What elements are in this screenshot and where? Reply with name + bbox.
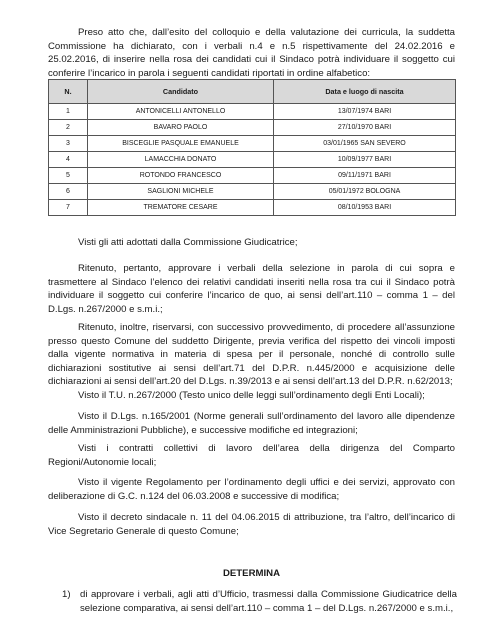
- paragraph-ritenuto-pertanto: Ritenuto, pertanto, approvare i verbali della selezione in parola di cui sopra e trasmettere al Sindaco l’elenco dei relativi candidati inseriti nella rosa tra cui il Sindaco potrà individuare il soggetto cui conferire l’incarico de quo, ai sensi dell’art.110 – comma 1 – del D.Lgs. n.267/2000 e s.m.i.;: [48, 263, 455, 315]
- row-number: 7: [49, 200, 88, 216]
- intro-paragraph: Preso atto che, dall’esito del colloquio e della valutazione dei curricula, la suddetta Commissione ha dichiarato, con i verbali n.4 e n.5 rispettivamente del 24.02.2016 e 25.02.2016, di inserire nella rosa dei candidati cui il Sindaco potrà individuare il soggetto cui conferire l’incarico in parola i seguenti candidati riportati in ordine alfabetico:: [48, 27, 455, 79]
- row-birth: 27/10/1970 BARI: [274, 120, 456, 136]
- row-birth: 08/10/1953 BARI: [274, 200, 456, 216]
- paragraph-visti-atti: Visti gli atti adottati dalla Commissione Giudicatrice;: [78, 237, 298, 248]
- paragraph-visto-decreto: Visto il decreto sindacale n. 11 del 04.06.2015 di attribuzione, tra l’altro, dell’incarico di Vice Segretario Generale di questo Comune;: [48, 512, 455, 537]
- paragraph-visto-dlgs: Visto il D.Lgs. n.165/2001 (Norme generali sull’ordinamento del lavoro alle dipendenze delle Amministrazioni Pubbliche), e successive modifiche ed integrazioni;: [48, 411, 455, 436]
- item-text: di approvare i verbali, agli atti d’Ufficio, trasmessi dalla Commissione Giudicatrice della selezione comparativa, ai sensi dell’art.110 – comma 1 – del D.Lgs. n.267/2000 e s.m.i.,: [80, 589, 457, 614]
- table-row: [49, 200, 456, 216]
- row-number: 4: [49, 152, 88, 168]
- row-birth: 13/07/1974 BARI: [274, 104, 456, 120]
- row-number: 6: [49, 184, 88, 200]
- table-row: [49, 136, 456, 152]
- header-number: N.: [49, 80, 88, 104]
- row-birth: 05/01/1972 BOLOGNA: [274, 184, 456, 200]
- row-birth: 09/11/1971 BARI: [274, 168, 456, 184]
- table-row: [49, 152, 456, 168]
- table-row: [49, 104, 456, 120]
- row-candidate: ANTONICELLI ANTONELLO: [88, 104, 274, 120]
- row-number: 1: [49, 104, 88, 120]
- paragraph-visto-tu: Visto il T.U. n.267/2000 (Testo unico delle leggi sull’ordinamento degli Enti Locali);: [78, 390, 425, 401]
- row-birth: 03/01/1965 SAN SEVERO: [274, 136, 456, 152]
- header-candidate: Candidato: [88, 80, 274, 104]
- row-candidate: LAMACCHIA DONATO: [88, 152, 274, 168]
- row-number: 3: [49, 136, 88, 152]
- table-row: [49, 120, 456, 136]
- row-candidate: TREMATORE CESARE: [88, 200, 274, 216]
- paragraph-ritenuto-inoltre: Ritenuto, inoltre, riservarsi, con successivo provvedimento, di procedere all’assunzione presso questo Comune del suddetto Dirigente, previa verifica del rispetto dei vincoli imposti dalla vigente normativa in materia di spesa per il personale, nonché di controllo sulle dichiarazioni sostitutive ai sensi dell’art.71 del D.P.R. n.445/2000 e acquisizione delle dichiarazioni ai sensi dell’art.20 del D.Lgs. n.39/2013 e ai sensi dell’art.13 del D.P.R. n.62/2013;: [48, 322, 455, 387]
- row-birth: 10/09/1977 BARI: [274, 152, 456, 168]
- table-row: [49, 184, 456, 200]
- row-candidate: BISCEGLIE PASQUALE EMANUELE: [88, 136, 274, 152]
- row-number: 2: [49, 120, 88, 136]
- row-candidate: SAGLIONI MICHELE: [88, 184, 274, 200]
- row-candidate: BAVARO PAOLO: [88, 120, 274, 136]
- paragraph-visto-regolamento: Visto il vigente Regolamento per l’ordinamento degli uffici e dei servizi, approvato con deliberazione di G.C. n.124 del 06.03.2008 e successive di modifica;: [48, 477, 455, 502]
- determina-heading: DETERMINA: [222, 568, 281, 579]
- header-birth: Data e luogo di nascita: [274, 80, 456, 104]
- candidates-table: [48, 79, 456, 216]
- item-number: 1): [62, 589, 71, 600]
- row-number: 5: [49, 168, 88, 184]
- row-candidate: ROTONDO FRANCESCO: [88, 168, 274, 184]
- paragraph-visti-contratti: Visti i contratti collettivi di lavoro dell’area della dirigenza del Comparto Regioni/Autonomie locali;: [48, 443, 455, 468]
- table-row: [49, 168, 456, 184]
- table-header-row: [49, 80, 456, 104]
